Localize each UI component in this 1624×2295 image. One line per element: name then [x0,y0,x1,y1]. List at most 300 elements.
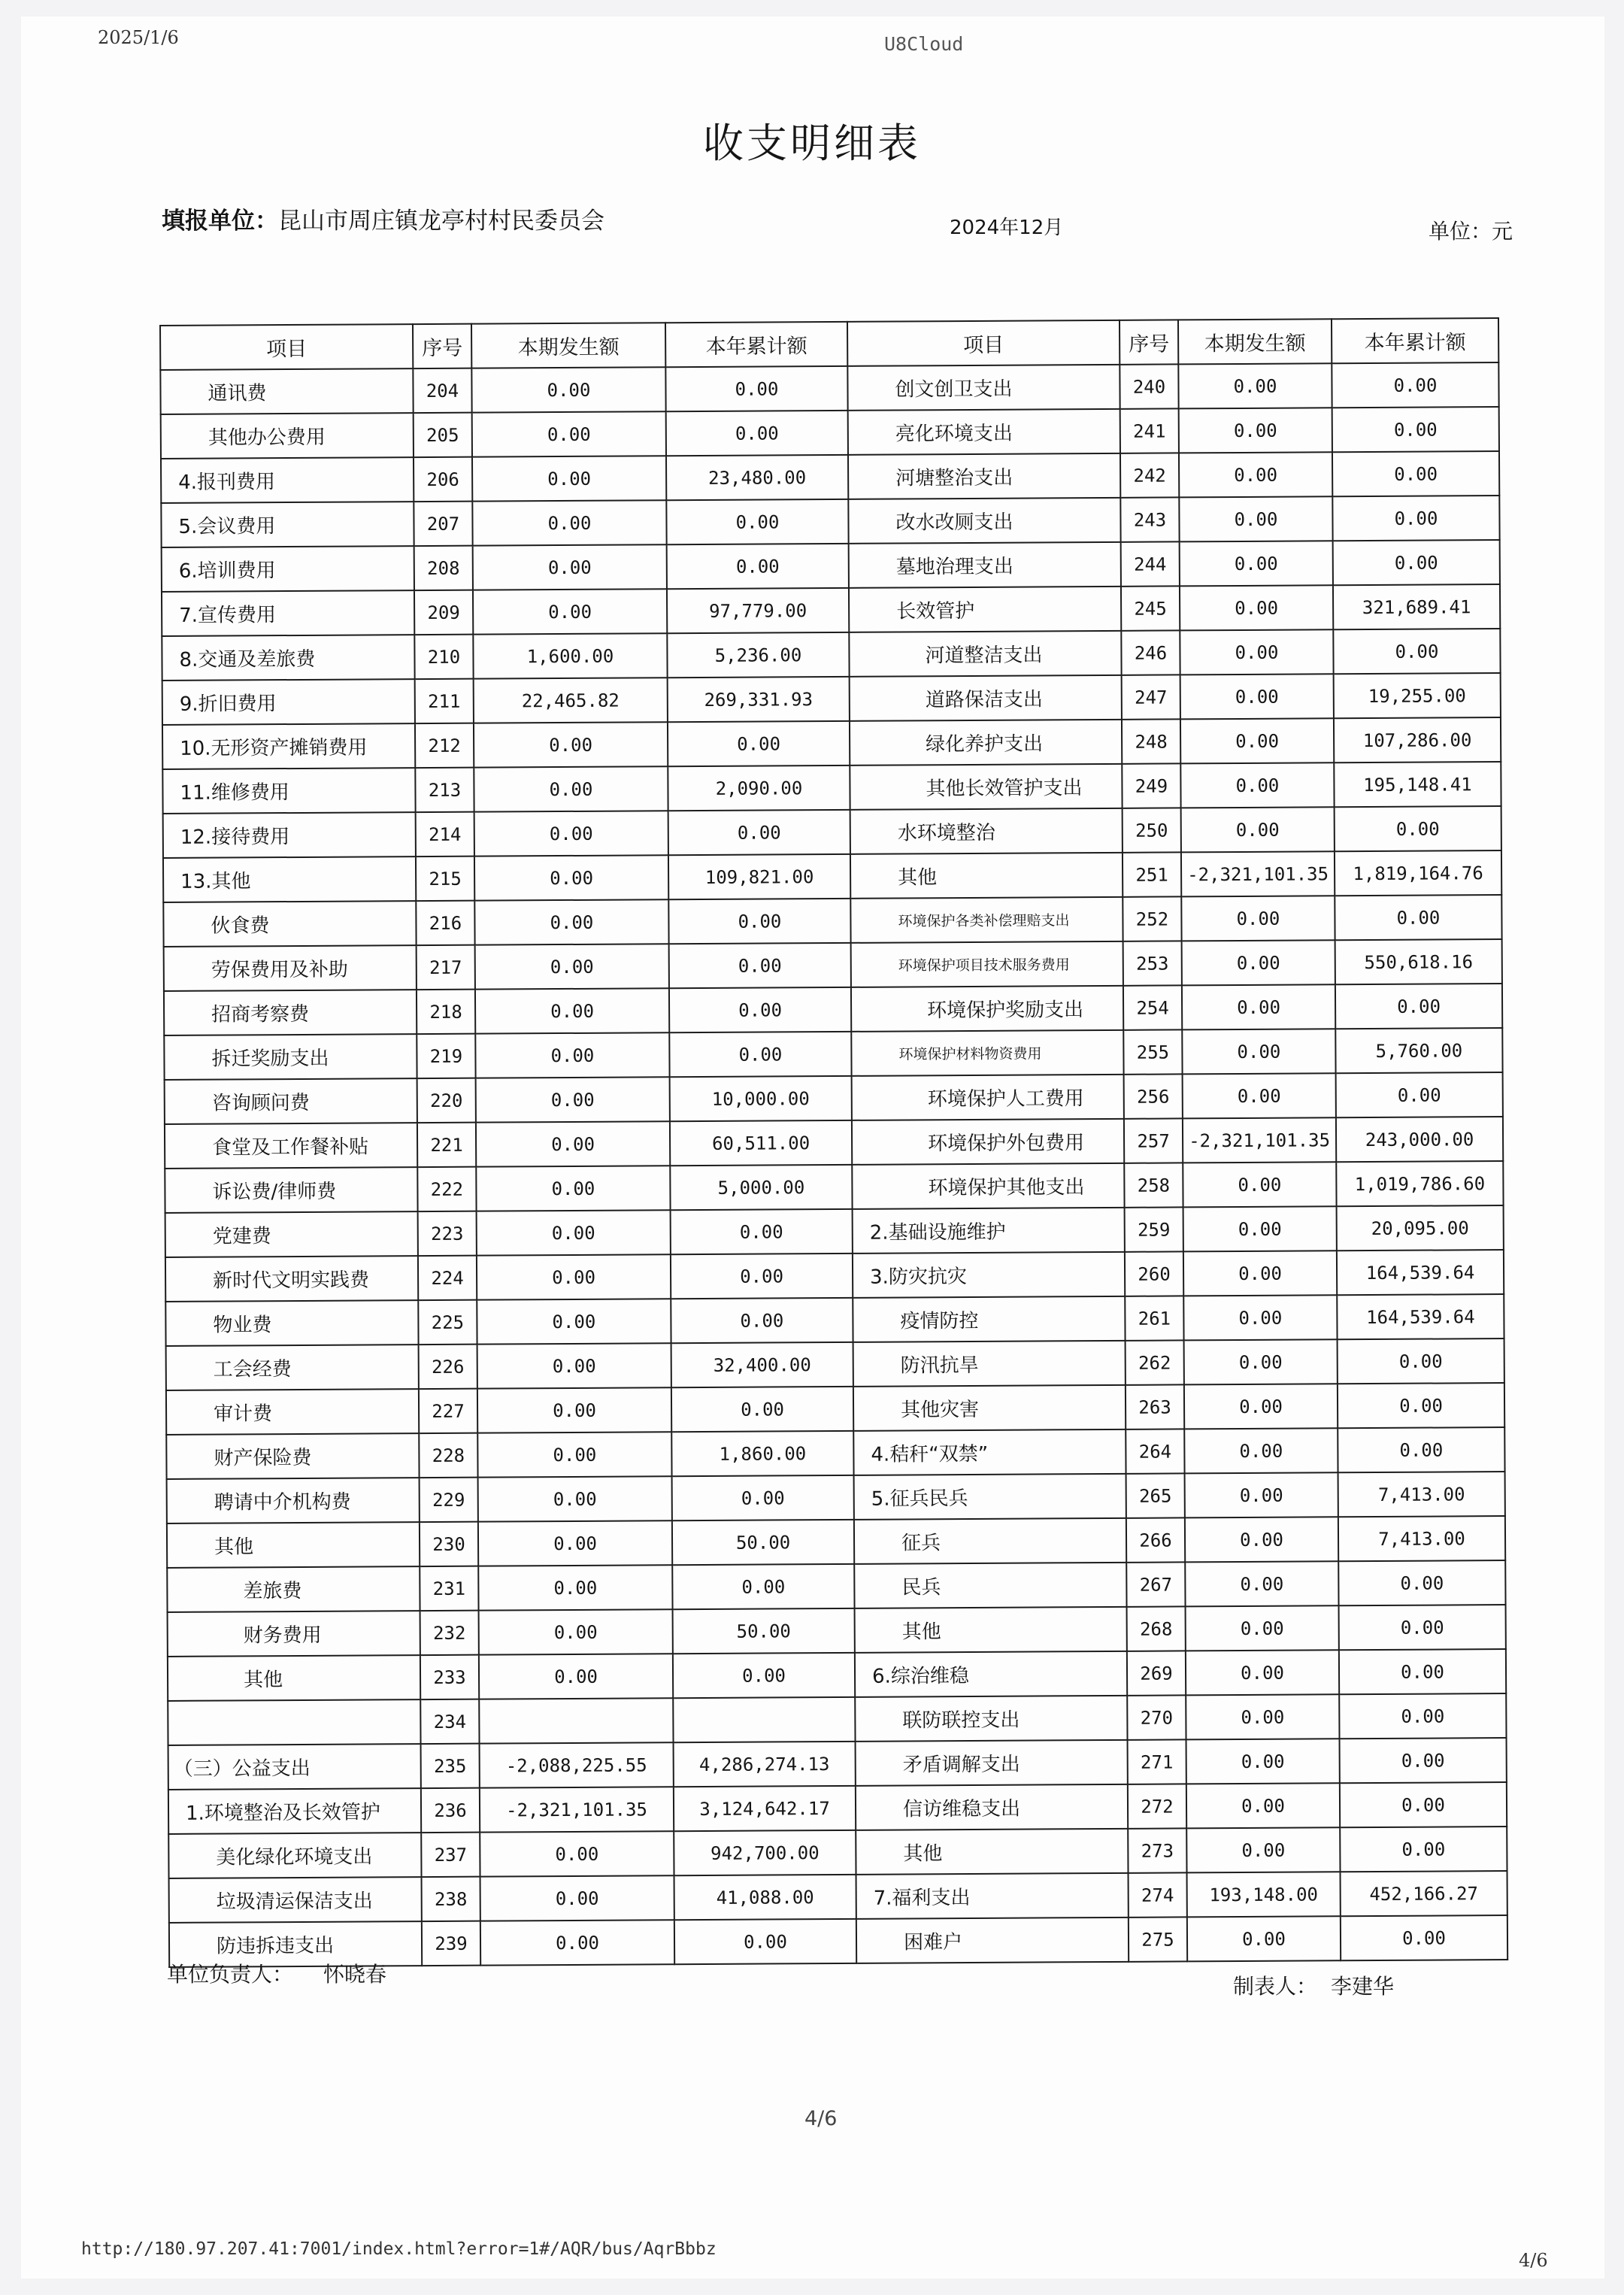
left-item-cell: 诉讼费/律师费 [165,1167,417,1213]
right-seq-cell: 255 [1123,1029,1182,1074]
left-item-cell: 防违拆违支出 [169,1921,422,1967]
right-item-cell: 环境保护材料物资费用 [851,1030,1123,1076]
right-current-amount-cell: 0.00 [1181,896,1335,941]
right-seq-cell: 262 [1126,1340,1184,1384]
left-current-amount-cell: 0.00 [477,1343,671,1388]
table-row [167,1560,1505,1612]
left-ytd-amount-cell: 50.00 [673,1608,855,1654]
left-seq-cell: 238 [422,1877,480,1921]
table-row [165,1294,1504,1346]
right-ytd-amount-cell: 0.00 [1340,1827,1507,1872]
currency-unit: 单位：元 [1429,219,1513,244]
right-ytd-amount-cell: 0.00 [1338,1338,1504,1384]
right-seq-cell: 267 [1126,1562,1185,1606]
left-current-amount-cell: 0.00 [476,1166,670,1211]
left-ytd-amount-cell: 0.00 [666,411,848,456]
left-item-cell: 10.无形资产摊销费用 [162,723,415,769]
table-row [162,584,1500,636]
right-item-cell: 困难户 [856,1918,1129,1963]
right-seq-cell: 249 [1122,763,1180,808]
right-item-cell: 环境保护项目技术服务费用 [851,941,1123,987]
table-row [160,362,1498,414]
right-item-cell: 疫情防控 [853,1296,1125,1342]
right-seq-cell: 272 [1128,1784,1186,1828]
left-ytd-amount-cell: 2,090.00 [668,766,850,811]
left-ytd-amount-cell: 3,124,642.17 [674,1786,856,1831]
left-ytd-amount-cell [673,1697,855,1742]
left-current-amount-cell: 0.00 [473,544,667,590]
left-current-amount-cell: 0.00 [478,1565,672,1610]
app-name: U8Cloud [884,33,964,55]
right-current-amount-cell: 0.00 [1186,1650,1339,1695]
left-current-amount-cell: 0.00 [475,1032,669,1078]
left-ytd-amount-cell: 10,000.00 [670,1076,852,1121]
left-ytd-amount-cell: 41,088.00 [674,1875,856,1920]
right-ytd-amount-cell: 0.00 [1339,1649,1506,1694]
left-ytd-amount-cell: 109,821.00 [668,854,850,899]
right-current-amount-cell: 0.00 [1185,1561,1338,1606]
left-seq-cell: 215 [416,856,474,901]
left-seq-cell: 232 [420,1611,479,1655]
left-current-amount-cell: 0.00 [477,1210,671,1255]
left-item-cell: 伙食费 [163,901,416,947]
right-item-cell: 环境保护人工费用 [852,1075,1124,1120]
right-seq-cell: 270 [1127,1695,1186,1739]
left-current-amount-cell: 0.00 [477,1254,671,1299]
right-item-cell: 4.秸秆“双禁” [853,1429,1126,1475]
table-row [163,895,1501,947]
right-ytd-amount-cell: 0.00 [1332,496,1499,541]
right-current-amount-cell: 0.00 [1186,1605,1339,1651]
left-seq-cell: 230 [420,1522,478,1566]
table-row [168,1649,1506,1701]
left-item-cell: 其他 [167,1522,420,1568]
right-item-cell: 其他灾害 [853,1385,1126,1431]
right-item-cell: 其他 [856,1829,1128,1875]
right-current-amount-cell: 0.00 [1180,541,1333,586]
left-item-cell: 9.折旧费用 [162,679,415,725]
right-current-amount-cell: 0.00 [1183,1162,1336,1207]
left-ytd-amount-cell: 0.00 [669,943,851,988]
table-row [164,1028,1502,1080]
table-row [162,673,1501,725]
right-seq-cell: 254 [1123,985,1182,1029]
left-item-cell [168,1699,420,1745]
footer-page-number: 4/6 [1519,2250,1548,2271]
right-ytd-amount-cell: 5,760.00 [1335,1028,1502,1073]
right-current-amount-cell: 0.00 [1184,1384,1338,1429]
table-row [168,1738,1507,1790]
left-current-amount-cell: 0.00 [471,367,665,412]
unit-leader-label: 单位负责人： [167,1962,294,1987]
right-item-cell: 河道整洁支出 [849,631,1121,677]
right-ytd-amount-cell: 321,689.41 [1333,584,1500,629]
left-seq-cell: 239 [422,1921,480,1966]
right-current-amount-cell: 0.00 [1186,1694,1339,1739]
table-row [164,939,1502,991]
left-seq-cell: 229 [420,1478,478,1522]
right-seq-cell: 245 [1121,586,1180,630]
ledger-table [159,317,1508,1968]
right-seq-cell: 269 [1127,1651,1186,1695]
right-item-cell: 环境保护各类补偿理赔支出 [850,897,1123,943]
left-item-cell: 11.维修费用 [162,768,415,814]
right-seq-cell: 275 [1129,1917,1187,1961]
table-row [161,496,1499,547]
right-ytd-amount-cell: 0.00 [1338,1427,1504,1472]
left-item-cell: 食堂及工作餐补贴 [165,1123,417,1169]
footer-url: http://180.97.207.41:7001/index.html?error=1#/AQR/bus/AqrBbbz [81,2239,717,2259]
table-row [161,451,1499,503]
right-item-cell: 长效管护 [849,587,1121,632]
right-ytd-amount-cell: 0.00 [1335,984,1502,1029]
right-seq-cell: 265 [1126,1473,1185,1517]
left-current-amount-cell: 0.00 [478,1476,672,1521]
left-ytd-amount-cell: 0.00 [669,987,851,1032]
left-ytd-amount-cell: 0.00 [667,544,849,589]
report-period: 2024年12月 [950,217,1064,239]
right-item-cell: 绿化养护支出 [850,720,1122,766]
left-ytd-amount-cell: 5,236.00 [667,632,849,678]
right-seq-cell: 256 [1124,1074,1183,1118]
left-seq-cell: 225 [418,1300,477,1345]
right-ytd-amount-cell: 164,539.64 [1337,1294,1504,1339]
right-ytd-amount-cell: 1,019,786.60 [1336,1161,1503,1206]
left-current-amount-cell: 0.00 [474,766,668,811]
right-ytd-amount-cell: 550,618.16 [1335,939,1502,984]
right-current-amount-cell: 0.00 [1179,452,1332,497]
left-ytd-amount-cell: 0.00 [672,1475,854,1520]
right-seq-cell: 273 [1128,1828,1186,1872]
right-ytd-amount-cell: 1,819,164.76 [1335,850,1501,896]
left-current-amount-cell: 0.00 [479,1609,673,1654]
left-ytd-amount-cell: 0.00 [669,1032,851,1077]
right-ytd-amount-cell: 0.00 [1335,895,1501,940]
left-current-amount-cell: 1,600.00 [473,633,667,678]
left-current-amount-cell: 0.00 [472,456,666,501]
left-current-amount-cell: 0.00 [477,1432,671,1477]
left-current-amount-cell: 0.00 [477,1387,671,1432]
left-ytd-amount-cell: 0.00 [671,1209,853,1254]
right-seq-cell: 250 [1123,808,1181,852]
right-ytd-amount-cell: 0.00 [1339,1693,1506,1739]
right-item-cell: 环境保护奖励支出 [851,986,1123,1032]
right-current-amount-cell: 0.00 [1185,1517,1338,1562]
left-item-cell: 物业费 [165,1300,418,1346]
left-item-cell: 7.宣传费用 [162,590,414,636]
left-ytd-amount-cell: 0.00 [671,1298,853,1343]
right-item-cell: 改水改厕支出 [848,498,1120,544]
right-current-amount-cell: 0.00 [1183,1251,1337,1296]
right-ytd-amount-cell: 0.00 [1339,1605,1506,1650]
right-item-cell: 其他 [850,853,1123,899]
right-item-cell: 信访维稳支出 [856,1784,1128,1830]
left-ytd-amount-cell: 23,480.00 [666,455,848,500]
right-item-cell: 6.综治维稳 [855,1651,1127,1697]
right-seq-cell: 263 [1126,1384,1184,1429]
right-current-amount-cell: 0.00 [1184,1339,1338,1384]
right-current-amount-cell: 0.00 [1180,674,1334,719]
right-current-amount-cell: 0.00 [1186,1783,1340,1828]
left-item-cell: 党建费 [165,1211,418,1257]
print-date: 2025/1/6 [98,27,179,48]
left-current-amount-cell [479,1698,673,1743]
left-current-amount-cell: 22,465.82 [474,678,668,723]
right-ytd-amount-cell: 0.00 [1336,1072,1503,1117]
left-seq-cell: 205 [414,413,472,457]
right-ytd-amount-cell: 107,286.00 [1334,717,1501,762]
right-ytd-amount-cell: 0.00 [1340,1738,1507,1783]
left-seq-cell: 227 [419,1389,477,1433]
right-current-amount-cell: 0.00 [1186,1739,1340,1784]
right-seq-cell: 242 [1120,453,1179,497]
left-item-cell: 财务费用 [168,1611,420,1657]
table-row [167,1516,1505,1568]
right-current-amount-cell: 0.00 [1182,940,1335,985]
table-row [165,1117,1503,1169]
right-seq-cell: 257 [1124,1118,1183,1163]
right-ytd-amount-cell: 0.00 [1332,451,1499,496]
left-current-amount-cell: 0.00 [476,1077,670,1122]
right-seq-cell: 271 [1128,1739,1186,1784]
right-current-amount-cell: 0.00 [1181,807,1335,852]
left-item-cell: 新时代文明实践费 [165,1256,418,1302]
col-header: 本年累计额 [665,322,847,367]
left-item-cell: 财产保险费 [166,1433,419,1479]
left-seq-cell: 218 [417,990,475,1034]
table-row [165,1205,1504,1257]
left-seq-cell: 216 [416,901,474,945]
left-ytd-amount-cell: 1,860.00 [671,1431,853,1476]
page-number: 4/6 [804,2107,838,2130]
left-seq-cell: 231 [420,1566,478,1611]
right-seq-cell: 243 [1120,497,1179,541]
right-seq-cell: 241 [1120,408,1179,453]
left-item-cell: 劳保费用及补助 [164,945,417,991]
right-ytd-amount-cell: 7,413.00 [1338,1472,1505,1517]
left-seq-cell: 214 [416,812,474,856]
right-current-amount-cell: 0.00 [1183,1073,1336,1118]
left-ytd-amount-cell: 97,779.00 [667,588,849,633]
left-item-cell: （三）公益支出 [168,1744,421,1790]
right-item-cell: 2.基础设施维护 [853,1208,1125,1254]
left-item-cell: 8.交通及差旅费 [162,635,414,681]
left-item-cell: 垃圾清运保洁支出 [169,1877,422,1923]
left-seq-cell: 213 [415,768,474,812]
right-ytd-amount-cell: 0.00 [1338,1560,1505,1605]
right-seq-cell: 259 [1125,1207,1183,1251]
left-item-cell: 差旅费 [167,1566,420,1612]
preparer-signature [1233,1970,1394,2000]
left-current-amount-cell: 0.00 [473,589,667,634]
left-seq-cell: 219 [417,1034,475,1078]
table-row [168,1693,1506,1745]
left-ytd-amount-cell: 0.00 [674,1919,856,1964]
right-ytd-amount-cell: 20,095.00 [1337,1205,1504,1251]
left-ytd-amount-cell: 32,400.00 [671,1342,853,1387]
right-seq-cell: 260 [1125,1251,1183,1296]
left-item-cell: 5.会议费用 [161,502,414,547]
right-item-cell: 征兵 [854,1518,1126,1564]
right-seq-cell: 251 [1123,852,1181,896]
left-item-cell: 1.环境整治及长效管护 [168,1788,421,1834]
right-ytd-amount-cell: 452,166.27 [1341,1871,1507,1916]
left-current-amount-cell: -2,321,101.35 [480,1787,674,1832]
table-row [166,1383,1504,1435]
right-ytd-amount-cell: 7,413.00 [1338,1516,1505,1561]
table-row [162,762,1501,814]
left-ytd-amount-cell: 0.00 [672,1564,854,1609]
left-seq-cell: 228 [419,1433,477,1478]
right-seq-cell: 253 [1123,941,1182,985]
left-item-cell: 12.接待费用 [163,812,416,858]
left-ytd-amount-cell: 0.00 [671,1254,853,1299]
right-ytd-amount-cell: 195,148.41 [1334,762,1501,807]
right-current-amount-cell: 0.00 [1180,585,1333,630]
right-item-cell: 创文创卫支出 [847,365,1120,411]
left-seq-cell: 212 [415,723,474,768]
right-current-amount-cell: 0.00 [1182,984,1335,1029]
right-seq-cell: 240 [1120,364,1178,408]
left-seq-cell: 221 [417,1123,476,1167]
col-header: 项目 [160,324,413,370]
left-seq-cell: 222 [417,1167,476,1211]
left-current-amount-cell: 0.00 [475,944,669,989]
left-ytd-amount-cell: 60,511.00 [670,1120,852,1166]
table-row [168,1605,1506,1657]
right-item-cell: 水环境整治 [850,808,1123,854]
left-seq-cell: 234 [420,1699,479,1744]
left-seq-cell: 223 [418,1211,477,1256]
left-ytd-amount-cell: 0.00 [668,899,850,944]
right-current-amount-cell: 0.00 [1180,718,1334,763]
table-row [168,1827,1507,1878]
right-current-amount-cell: 0.00 [1182,1029,1335,1074]
table-row [161,407,1499,459]
left-ytd-amount-cell: 0.00 [671,1387,853,1432]
col-header: 本期发生额 [1178,319,1332,364]
right-item-cell: 亮化环境支出 [848,409,1120,455]
right-seq-cell: 247 [1122,675,1180,719]
right-seq-cell: 252 [1123,896,1181,941]
left-seq-cell: 235 [421,1744,480,1788]
right-current-amount-cell: 0.00 [1183,1295,1337,1340]
left-seq-cell: 206 [414,457,472,502]
table-row [165,1072,1503,1124]
left-current-amount-cell: 0.00 [479,1654,673,1699]
left-seq-cell: 220 [417,1078,476,1123]
right-current-amount-cell: 0.00 [1183,1206,1337,1251]
left-current-amount-cell: 0.00 [474,722,668,767]
right-item-cell: 环境保护其他支出 [852,1163,1124,1209]
preparer-label: 制表人： [1233,1974,1318,1999]
left-ytd-amount-cell: 5,000.00 [670,1165,852,1210]
left-current-amount-cell: 0.00 [477,1299,671,1344]
col-header: 本期发生额 [471,323,665,368]
table-row [162,629,1500,681]
right-ytd-amount-cell: 0.00 [1333,629,1500,674]
col-header: 本年累计额 [1332,318,1498,363]
table-row [165,1161,1503,1213]
table-row [169,1871,1507,1923]
right-seq-cell: 244 [1121,541,1180,586]
right-item-cell: 矛盾调解支出 [856,1740,1128,1786]
left-seq-cell: 236 [421,1788,480,1833]
right-ytd-amount-cell: 0.00 [1338,1383,1504,1428]
left-seq-cell: 210 [414,635,473,679]
unit-leader-name: 怀晓春 [323,1962,387,1987]
right-current-amount-cell: 0.00 [1185,1472,1338,1517]
left-ytd-amount-cell: 0.00 [668,721,850,766]
left-current-amount-cell: 0.00 [475,988,669,1033]
left-item-cell: 审计费 [166,1389,419,1435]
right-item-cell: 民兵 [854,1563,1126,1608]
right-current-amount-cell: 0.00 [1187,1916,1341,1961]
right-ytd-amount-cell: 0.00 [1340,1782,1507,1827]
right-seq-cell: 261 [1125,1296,1183,1340]
table-row [162,540,1500,592]
left-seq-cell: 233 [420,1655,479,1699]
left-current-amount-cell: 0.00 [474,899,668,944]
col-header: 序号 [1120,320,1178,364]
left-ytd-amount-cell: 4,286,274.13 [674,1742,856,1787]
left-item-cell: 聘请中介机构费 [167,1478,420,1523]
right-seq-cell: 246 [1121,630,1180,675]
right-current-amount-cell: -2,321,101.35 [1183,1117,1336,1163]
ledger-body [160,362,1507,1967]
left-current-amount-cell: 0.00 [480,1875,674,1921]
reporting-unit-name: 昆山市周庄镇龙亭村村民委员会 [278,208,604,235]
left-ytd-amount-cell: 50.00 [672,1520,854,1565]
right-current-amount-cell: -2,321,101.35 [1181,851,1335,896]
right-ytd-amount-cell: 243,000.00 [1336,1117,1503,1162]
left-current-amount-cell: 0.00 [472,411,666,456]
right-current-amount-cell: 0.00 [1179,496,1332,541]
right-current-amount-cell: 0.00 [1180,762,1334,808]
right-current-amount-cell: 0.00 [1180,629,1333,675]
left-item-cell: 其他 [168,1655,420,1701]
left-current-amount-cell: 0.00 [480,1920,674,1965]
left-ytd-amount-cell: 0.00 [668,810,850,855]
right-current-amount-cell: 0.00 [1184,1428,1338,1473]
left-seq-cell: 211 [415,679,474,723]
left-item-cell: 美化绿化环境支出 [168,1833,421,1878]
table-row [162,717,1501,769]
ledger-table-wrapper [159,317,1508,1968]
left-current-amount-cell: 0.00 [472,500,666,545]
left-current-amount-cell: -2,088,225.55 [480,1742,674,1787]
col-header: 项目 [847,320,1120,366]
left-current-amount-cell: 0.00 [478,1520,672,1566]
right-item-cell: 其他 [855,1607,1127,1653]
right-ytd-amount-cell: 19,255.00 [1334,673,1501,718]
left-seq-cell: 209 [414,590,473,635]
left-item-cell: 13.其他 [163,856,416,902]
left-seq-cell: 224 [418,1256,477,1300]
right-item-cell: 7.福利支出 [856,1873,1129,1919]
left-item-cell: 4.报刊费用 [161,457,414,503]
left-current-amount-cell: 0.00 [476,1121,670,1166]
report-title: 收支明细表 [703,120,921,167]
table-row [166,1427,1504,1479]
right-ytd-amount-cell: 0.00 [1333,540,1500,585]
right-seq-cell: 264 [1126,1429,1184,1473]
col-header: 序号 [413,324,471,368]
left-ytd-amount-cell: 0.00 [665,366,847,411]
left-current-amount-cell: 0.00 [474,855,668,900]
left-seq-cell: 237 [421,1833,480,1877]
right-seq-cell: 258 [1124,1163,1183,1207]
